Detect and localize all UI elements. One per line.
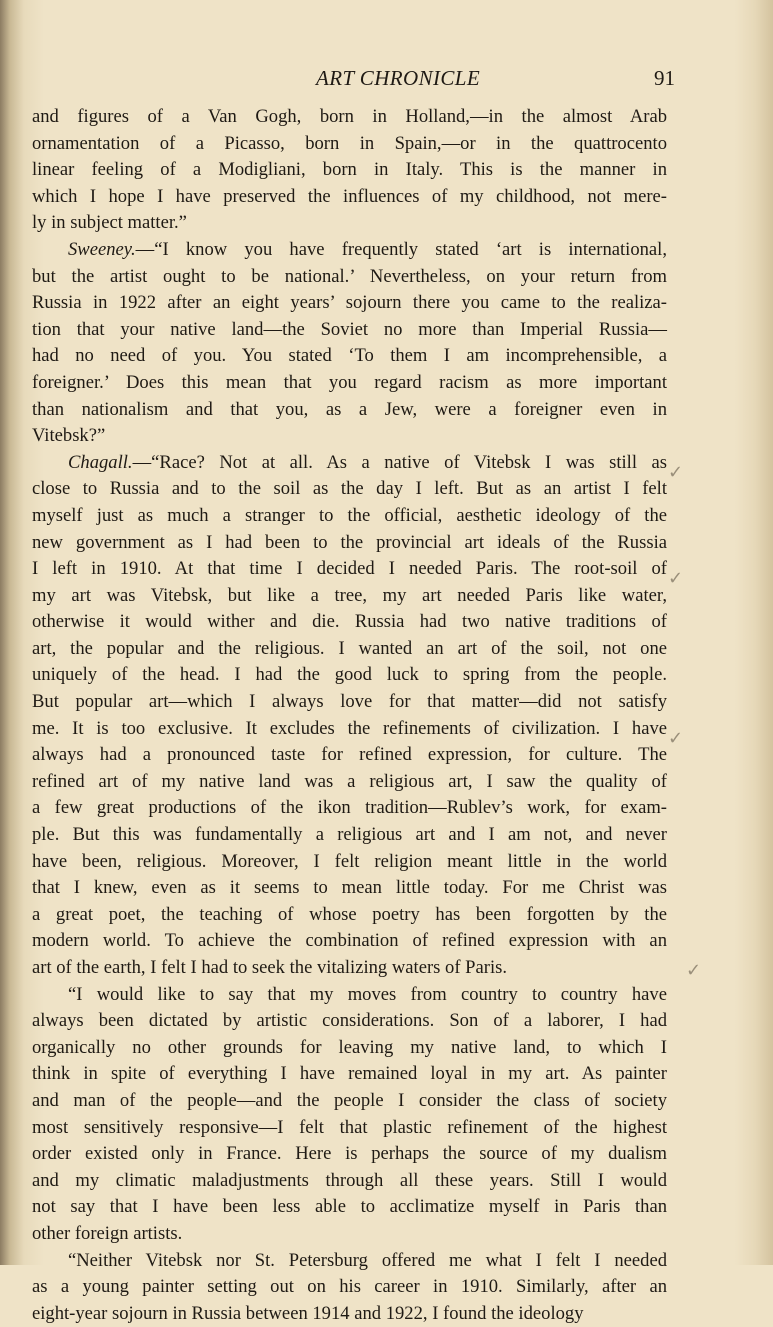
text-line: [32, 1141, 667, 1168]
line-text: modern world. To achieve the combination of refined expression with an: [32, 930, 667, 952]
text-line: [32, 1248, 667, 1275]
line-text: —“I know you have frequently stated ‘art is international,: [135, 238, 667, 260]
text-line: [32, 343, 667, 370]
line-text: which I hope I have preserved the influences of my childhood, not mere-: [32, 185, 667, 207]
text-line: [32, 1301, 667, 1327]
text-line: [32, 450, 667, 477]
line-text: art, the popular and the religious. I wanted an art of the soil, not one: [32, 637, 667, 659]
line-text: and figures of a Van Gogh, born in Holland,—in the almost Arab: [32, 106, 667, 127]
text-line: [32, 317, 667, 344]
line-text: than nationalism and that you, as a Jew, were a foreigner even in: [32, 398, 667, 420]
text-line: [32, 849, 667, 876]
text-line: [32, 955, 667, 982]
line-text: think in spite of everything I have remained loyal in my art. As painter: [32, 1063, 667, 1085]
margin-check-mark-icon: ✓: [668, 568, 684, 589]
line-text: “Neither Vitebsk nor St. Petersburg offered me what I felt I needed: [68, 1249, 667, 1271]
text-line: [32, 1274, 667, 1301]
line-text: new government as I had been to the provincial art ideals of the Russia: [32, 531, 667, 553]
text-line: [32, 1061, 667, 1088]
text-line: [32, 769, 667, 796]
text-line: [32, 1221, 667, 1248]
line-text: ple. But this was fundamentally a religious art and I am not, and never: [32, 824, 667, 846]
line-text: refined art of my native land was a religious art, I saw the quality of: [32, 770, 667, 792]
text-line: [32, 476, 667, 503]
line-text: order existed only in France. Here is perhaps the source of my dualism: [32, 1143, 667, 1165]
text-line: [32, 157, 667, 184]
text-line: [32, 1194, 667, 1221]
line-text: Russia in 1922 after an eight years’ sojourn there you came to the realiza-: [32, 292, 667, 314]
text-line: [32, 609, 667, 636]
line-text: have been, religious. Moreover, I felt religion meant little in the world: [32, 850, 667, 872]
text-line: [32, 556, 667, 583]
text-line: [32, 237, 667, 264]
line-text: as a young painter setting out on his career in 1910. Similarly, after an: [32, 1276, 667, 1298]
text-line: [32, 370, 667, 397]
line-text: linear feeling of a Modigliani, born in Italy. This is the manner in: [32, 159, 667, 181]
line-text: a great poet, the teaching of whose poetry has been forgotten by the: [32, 903, 667, 925]
page-header: [60, 66, 740, 98]
line-text: ly in subject matter.”: [32, 212, 187, 234]
page-number: 91: [654, 66, 675, 90]
line-text: always been dictated by artistic considerations. Son of a laborer, I had: [32, 1010, 667, 1032]
line-text: foreigner.’ Does this mean that you regard racism as more important: [32, 371, 667, 393]
line-text: —“Race? Not at all. As a native of Vitebsk I was still as: [132, 451, 667, 473]
line-text: I left in 1910. At that time I decided I needed Paris. The root-soil of: [32, 558, 667, 580]
text-line: [32, 875, 667, 902]
line-text: myself just as much a stranger to the official, aesthetic ideology of the: [32, 504, 667, 526]
line-text: art of the earth, I felt I had to seek the vitalizing waters of Paris.: [32, 957, 508, 978]
line-text: me. It is too exclusive. It excludes the refinements of civilization. I have: [32, 717, 667, 739]
text-line: [32, 636, 667, 663]
line-text: organically no other grounds for leaving my native land, to which I: [32, 1036, 667, 1058]
text-line: [32, 104, 667, 131]
margin-check-mark-icon: ✓: [686, 960, 702, 981]
article-body: [32, 104, 667, 1327]
line-text: “I would like to say that my moves from country to country have: [68, 983, 667, 1005]
text-line: [32, 397, 667, 424]
text-line: [32, 795, 667, 822]
text-line: [32, 503, 667, 530]
line-text: but the artist ought to be national.’ Nevertheless, on your return from: [32, 265, 667, 287]
text-line: [32, 928, 667, 955]
margin-check-mark-icon: ✓: [668, 462, 684, 483]
text-line: [32, 1115, 667, 1142]
line-text: most sensitively responsive—I felt that plastic refinement of the highest: [32, 1116, 667, 1138]
speaker-name: Chagall.: [68, 451, 133, 473]
line-text: ornamentation of a Picasso, born in Spain,—or in the quattrocento: [32, 132, 667, 154]
margin-check-mark-icon: ✓: [668, 728, 684, 749]
text-line: [32, 662, 667, 689]
text-line: [32, 210, 667, 237]
line-text: and man of the people—and the people I consider the class of society: [32, 1089, 667, 1111]
line-text: that I knew, even as it seems to mean little today. For me Christ was: [32, 877, 667, 899]
text-line: [32, 583, 667, 610]
text-line: [32, 716, 667, 743]
line-text: uniquely of the head. I had the good luck to spring from the people.: [32, 664, 667, 686]
speaker-name: Sweeney.: [68, 238, 136, 260]
line-text: otherwise it would wither and die. Russia had two native traditions of: [32, 611, 667, 633]
text-line: [32, 742, 667, 769]
text-line: [32, 982, 667, 1009]
text-line: [32, 1168, 667, 1195]
line-text: my art was Vitebsk, but like a tree, my art needed Paris like water,: [32, 584, 667, 606]
text-line: [32, 264, 667, 291]
text-line: [32, 902, 667, 929]
line-text: But popular art—which I always love for that matter—did not satisfy: [32, 691, 667, 713]
text-line: [32, 423, 667, 450]
text-line: [32, 689, 667, 716]
text-line: [32, 1035, 667, 1062]
text-line: [32, 530, 667, 557]
line-text: Vitebsk?”: [32, 425, 106, 447]
line-text: had no need of you. You stated ‘To them I am incomprehensible, a: [32, 345, 667, 367]
line-text: eight-year sojourn in Russia between 1914 and 1922, I found the ideology: [32, 1302, 584, 1324]
line-text: close to Russia and to the soil as the day I left. But as an artist I felt: [32, 478, 667, 500]
line-text: other foreign artists.: [32, 1222, 183, 1244]
text-line: [32, 184, 667, 211]
line-text: a few great productions of the ikon tradition—Rublev’s work, for exam-: [32, 797, 667, 819]
text-line: [32, 1008, 667, 1035]
text-line: [32, 1088, 667, 1115]
line-text: not say that I have been less able to acclimatize myself in Paris than: [32, 1196, 667, 1218]
running-title: ART CHRONICLE: [316, 66, 481, 90]
line-text: and my climatic maladjustments through all these years. Still I would: [32, 1169, 667, 1191]
text-line: [32, 822, 667, 849]
text-line: [32, 131, 667, 158]
line-text: tion that your native land—the Soviet no more than Imperial Russia—: [32, 318, 667, 340]
line-text: always had a pronounced taste for refined expression, for culture. The: [32, 744, 667, 766]
text-line: [32, 290, 667, 317]
